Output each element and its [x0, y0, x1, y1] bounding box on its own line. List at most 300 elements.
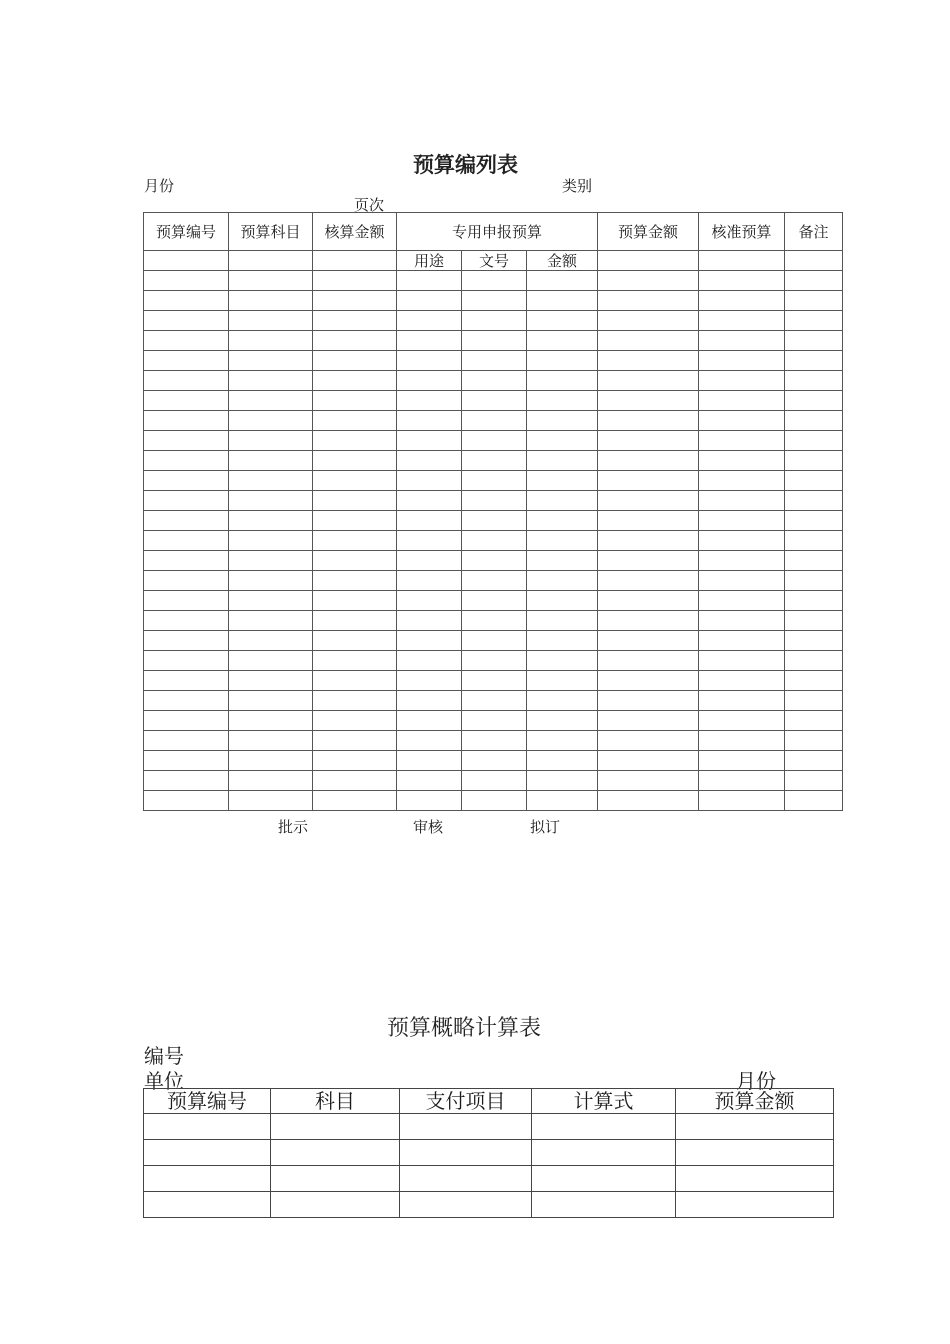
table-cell — [785, 371, 843, 391]
table-cell — [144, 651, 229, 671]
table-cell — [462, 411, 527, 431]
footer-approval-label: 批示 — [278, 818, 309, 836]
table-cell — [229, 371, 313, 391]
table-cell — [785, 671, 843, 691]
table-cell — [527, 731, 598, 751]
table-cell — [229, 311, 313, 331]
table-cell — [598, 271, 699, 291]
form2-month-label: 月份 — [736, 1069, 776, 1093]
table-cell — [229, 751, 313, 771]
table-cell — [699, 751, 785, 771]
table-cell — [397, 631, 462, 651]
table-cell — [699, 431, 785, 451]
table-cell — [527, 611, 598, 631]
table-cell — [397, 511, 462, 531]
table-cell — [598, 311, 699, 331]
table-cell — [397, 391, 462, 411]
table-cell — [397, 711, 462, 731]
table-cell — [598, 651, 699, 671]
table-cell — [598, 511, 699, 531]
table-cell — [699, 491, 785, 511]
table-cell — [397, 371, 462, 391]
table-cell — [229, 551, 313, 571]
table-cell — [144, 1166, 271, 1192]
table-cell — [313, 271, 397, 291]
table-cell — [462, 351, 527, 371]
table-row — [144, 451, 843, 471]
form2-title: 预算概略计算表 — [387, 1016, 542, 1041]
table-cell — [532, 1140, 676, 1166]
table-cell — [785, 491, 843, 511]
table-cell — [462, 791, 527, 811]
table-cell — [462, 391, 527, 411]
table-cell — [785, 591, 843, 611]
table-cell — [229, 491, 313, 511]
table-cell — [397, 471, 462, 491]
table-row — [144, 271, 843, 291]
table-cell — [699, 511, 785, 531]
table-cell — [397, 551, 462, 571]
table-cell — [598, 371, 699, 391]
table-cell — [313, 391, 397, 411]
table-cell — [785, 331, 843, 351]
table-cell — [462, 611, 527, 631]
table-cell — [400, 1192, 532, 1218]
table-cell — [229, 771, 313, 791]
table-subheader-row — [144, 251, 843, 271]
header-subject: 科目 — [271, 1089, 400, 1114]
table-cell — [313, 531, 397, 551]
table-cell — [462, 631, 527, 651]
table-cell — [144, 791, 229, 811]
table-cell — [144, 771, 229, 791]
table-cell — [462, 271, 527, 291]
table-cell — [229, 571, 313, 591]
table-cell — [313, 731, 397, 751]
header-remarks: 备注 — [785, 213, 843, 251]
table-cell — [699, 651, 785, 671]
table-cell — [699, 791, 785, 811]
table-row — [144, 711, 843, 731]
table-row — [144, 291, 843, 311]
table-cell — [400, 1114, 532, 1140]
table-cell — [462, 651, 527, 671]
subheader-purpose: 用途 — [397, 251, 462, 271]
table-row — [144, 1140, 834, 1166]
table-cell — [785, 711, 843, 731]
table-cell — [527, 711, 598, 731]
table-cell — [271, 1166, 400, 1192]
table-cell — [144, 1140, 271, 1166]
table-row — [144, 771, 843, 791]
table-row — [144, 691, 843, 711]
table-cell — [699, 731, 785, 751]
table-row — [144, 591, 843, 611]
table-cell — [598, 571, 699, 591]
table-cell — [699, 391, 785, 411]
table-cell — [699, 291, 785, 311]
table-cell — [598, 751, 699, 771]
table-cell — [527, 311, 598, 331]
table-row — [144, 471, 843, 491]
form1-title: 预算编列表 — [413, 153, 518, 177]
table-cell — [785, 631, 843, 651]
table-cell — [462, 751, 527, 771]
table-cell — [229, 511, 313, 531]
table-cell — [527, 531, 598, 551]
table-cell — [527, 791, 598, 811]
table-cell — [397, 751, 462, 771]
table-cell — [400, 1140, 532, 1166]
table-cell — [397, 791, 462, 811]
table-cell — [144, 331, 229, 351]
table-cell — [462, 691, 527, 711]
table-cell — [462, 371, 527, 391]
table-cell — [313, 431, 397, 451]
table-cell — [699, 451, 785, 471]
table-row — [144, 571, 843, 591]
table-cell — [598, 731, 699, 751]
table-cell — [313, 411, 397, 431]
footer-drafted-label: 拟订 — [530, 818, 561, 836]
form2-number-label: 编号 — [144, 1044, 184, 1068]
table-cell — [699, 371, 785, 391]
table-cell — [527, 431, 598, 451]
table-cell — [527, 491, 598, 511]
table-cell — [462, 671, 527, 691]
table-cell — [598, 291, 699, 311]
table-cell — [144, 671, 229, 691]
table-cell — [144, 471, 229, 491]
table-cell — [598, 491, 699, 511]
table-row — [144, 371, 843, 391]
table-cell — [313, 791, 397, 811]
table-header-row — [144, 213, 843, 251]
table-cell — [527, 571, 598, 591]
table-cell — [598, 531, 699, 551]
table-row — [144, 1192, 834, 1218]
table-row — [144, 351, 843, 371]
table-cell — [527, 271, 598, 291]
table-row — [144, 651, 843, 671]
table-cell — [527, 771, 598, 791]
table-cell — [144, 391, 229, 411]
table-row — [144, 631, 843, 651]
table-cell — [462, 771, 527, 791]
table-cell — [229, 411, 313, 431]
table-row — [144, 791, 843, 811]
table-cell — [699, 311, 785, 331]
table-cell — [462, 491, 527, 511]
table-row — [144, 311, 843, 331]
table-row — [144, 731, 843, 751]
header-audit-amount: 核算金额 — [313, 213, 397, 251]
table-cell — [699, 251, 785, 271]
budget-calc-table — [143, 1088, 834, 1218]
table-cell — [397, 331, 462, 351]
table-cell — [313, 311, 397, 331]
table-cell — [785, 571, 843, 591]
table-cell — [598, 411, 699, 431]
header-budget-subject: 预算科目 — [229, 213, 313, 251]
table-cell — [397, 291, 462, 311]
table-cell — [397, 311, 462, 331]
table-row — [144, 1166, 834, 1192]
table-cell — [144, 691, 229, 711]
table-cell — [144, 431, 229, 451]
table-cell — [785, 771, 843, 791]
table-cell — [397, 451, 462, 471]
table-cell — [676, 1166, 834, 1192]
table-cell — [527, 671, 598, 691]
table-cell — [598, 771, 699, 791]
table-cell — [598, 591, 699, 611]
table-cell — [397, 651, 462, 671]
table-cell — [313, 251, 397, 271]
table-cell — [397, 591, 462, 611]
table-cell — [527, 591, 598, 611]
table-cell — [397, 531, 462, 551]
table-cell — [144, 751, 229, 771]
table-cell — [699, 631, 785, 651]
table-cell — [313, 571, 397, 591]
table-cell — [313, 551, 397, 571]
table-cell — [313, 371, 397, 391]
table-cell — [699, 411, 785, 431]
table-cell — [699, 571, 785, 591]
table-cell — [598, 711, 699, 731]
table-row — [144, 551, 843, 571]
table-cell — [144, 711, 229, 731]
table-cell — [229, 591, 313, 611]
table-row — [144, 611, 843, 631]
table-cell — [527, 651, 598, 671]
table-cell — [532, 1114, 676, 1140]
table-cell — [699, 351, 785, 371]
table-cell — [785, 471, 843, 491]
table-cell — [229, 471, 313, 491]
table-cell — [699, 471, 785, 491]
table-cell — [400, 1166, 532, 1192]
table-cell — [598, 471, 699, 491]
table-cell — [313, 471, 397, 491]
table-cell — [397, 771, 462, 791]
table-cell — [462, 471, 527, 491]
table-cell — [313, 351, 397, 371]
table-cell — [462, 531, 527, 551]
table-cell — [785, 411, 843, 431]
table-cell — [144, 571, 229, 591]
table-cell — [785, 791, 843, 811]
table-cell — [397, 271, 462, 291]
form1-month-label: 月份 — [144, 177, 175, 195]
table-cell — [785, 691, 843, 711]
table-cell — [397, 671, 462, 691]
table-cell — [313, 451, 397, 471]
table-cell — [229, 611, 313, 631]
table-cell — [598, 791, 699, 811]
table-cell — [144, 271, 229, 291]
table-cell — [313, 511, 397, 531]
table-cell — [229, 351, 313, 371]
table-cell — [313, 631, 397, 651]
table-cell — [144, 491, 229, 511]
header-special-budget: 专用申报预算 — [397, 213, 598, 251]
table-cell — [527, 411, 598, 431]
table-cell — [699, 711, 785, 731]
table-cell — [229, 631, 313, 651]
table-row — [144, 431, 843, 451]
table-cell — [532, 1166, 676, 1192]
table-cell — [144, 1114, 271, 1140]
table-cell — [785, 531, 843, 551]
table-row — [144, 491, 843, 511]
table-cell — [462, 551, 527, 571]
table-cell — [527, 511, 598, 531]
table-row — [144, 671, 843, 691]
table-cell — [785, 431, 843, 451]
table-cell — [527, 551, 598, 571]
footer-review-label: 审核 — [413, 818, 444, 836]
header-budget-amount: 预算金额 — [676, 1089, 834, 1114]
table-row — [144, 1114, 834, 1140]
budget-list-table — [143, 212, 843, 811]
table-cell — [785, 311, 843, 331]
table-cell — [785, 351, 843, 371]
table-cell — [462, 431, 527, 451]
table-cell — [462, 331, 527, 351]
table-cell — [462, 451, 527, 471]
table-cell — [144, 511, 229, 531]
table-cell — [527, 691, 598, 711]
table-cell — [144, 611, 229, 631]
table-cell — [144, 1192, 271, 1218]
table-cell — [785, 731, 843, 751]
table-cell — [527, 751, 598, 771]
table-cell — [598, 351, 699, 371]
table-cell — [699, 591, 785, 611]
table-cell — [462, 311, 527, 331]
table-cell — [598, 671, 699, 691]
table-cell — [527, 391, 598, 411]
table-cell — [313, 491, 397, 511]
table-cell — [144, 591, 229, 611]
table-cell — [527, 371, 598, 391]
table-cell — [229, 331, 313, 351]
table-cell — [144, 311, 229, 331]
table-cell — [598, 691, 699, 711]
table-cell — [462, 511, 527, 531]
table-row — [144, 411, 843, 431]
table-row — [144, 751, 843, 771]
table-cell — [676, 1114, 834, 1140]
table-cell — [144, 731, 229, 751]
table-cell — [699, 531, 785, 551]
table-cell — [397, 491, 462, 511]
table-cell — [462, 571, 527, 591]
table-cell — [527, 631, 598, 651]
table-cell — [532, 1192, 676, 1218]
table-cell — [598, 331, 699, 351]
table-cell — [144, 371, 229, 391]
table-cell — [785, 451, 843, 471]
table-cell — [785, 291, 843, 311]
table-cell — [462, 731, 527, 751]
header-payment-item: 支付项目 — [400, 1089, 532, 1114]
table-cell — [598, 551, 699, 571]
table-cell — [527, 331, 598, 351]
table-cell — [462, 291, 527, 311]
table-cell — [527, 471, 598, 491]
table-cell — [229, 651, 313, 671]
table-cell — [699, 551, 785, 571]
table-cell — [313, 751, 397, 771]
table-cell — [598, 451, 699, 471]
table-cell — [313, 291, 397, 311]
header-budget-no: 预算编号 — [144, 1089, 271, 1114]
table-cell — [229, 451, 313, 471]
table-cell — [313, 331, 397, 351]
table-row — [144, 511, 843, 531]
table-cell — [699, 771, 785, 791]
table-cell — [785, 611, 843, 631]
table-cell — [598, 631, 699, 651]
table-cell — [144, 291, 229, 311]
table-cell — [527, 351, 598, 371]
table-cell — [229, 671, 313, 691]
table-cell — [397, 731, 462, 751]
table-cell — [785, 251, 843, 271]
table-cell — [676, 1140, 834, 1166]
table-cell — [229, 791, 313, 811]
table-cell — [144, 631, 229, 651]
table-cell — [144, 251, 229, 271]
table-cell — [785, 271, 843, 291]
table-cell — [699, 691, 785, 711]
table-cell — [785, 551, 843, 571]
table-cell — [527, 291, 598, 311]
table-cell — [462, 711, 527, 731]
table-cell — [313, 651, 397, 671]
table-cell — [313, 671, 397, 691]
table-cell — [271, 1114, 400, 1140]
table-cell — [313, 691, 397, 711]
table-cell — [144, 351, 229, 371]
table-cell — [527, 451, 598, 471]
table-cell — [144, 531, 229, 551]
table-cell — [144, 451, 229, 471]
header-formula: 计算式 — [532, 1089, 676, 1114]
table-cell — [462, 591, 527, 611]
table-cell — [598, 431, 699, 451]
table-cell — [397, 411, 462, 431]
table-cell — [229, 291, 313, 311]
table-cell — [397, 691, 462, 711]
table-cell — [313, 771, 397, 791]
form2-unit-label: 单位 — [144, 1069, 184, 1093]
table-row — [144, 531, 843, 551]
table-cell — [676, 1192, 834, 1218]
table-cell — [313, 591, 397, 611]
table-cell — [785, 751, 843, 771]
form1-page-label: 页次 — [354, 196, 385, 214]
table-cell — [313, 611, 397, 631]
table-row — [144, 331, 843, 351]
table-cell — [699, 271, 785, 291]
table-cell — [229, 251, 313, 271]
table-cell — [229, 711, 313, 731]
subheader-document-no: 文号 — [462, 251, 527, 271]
